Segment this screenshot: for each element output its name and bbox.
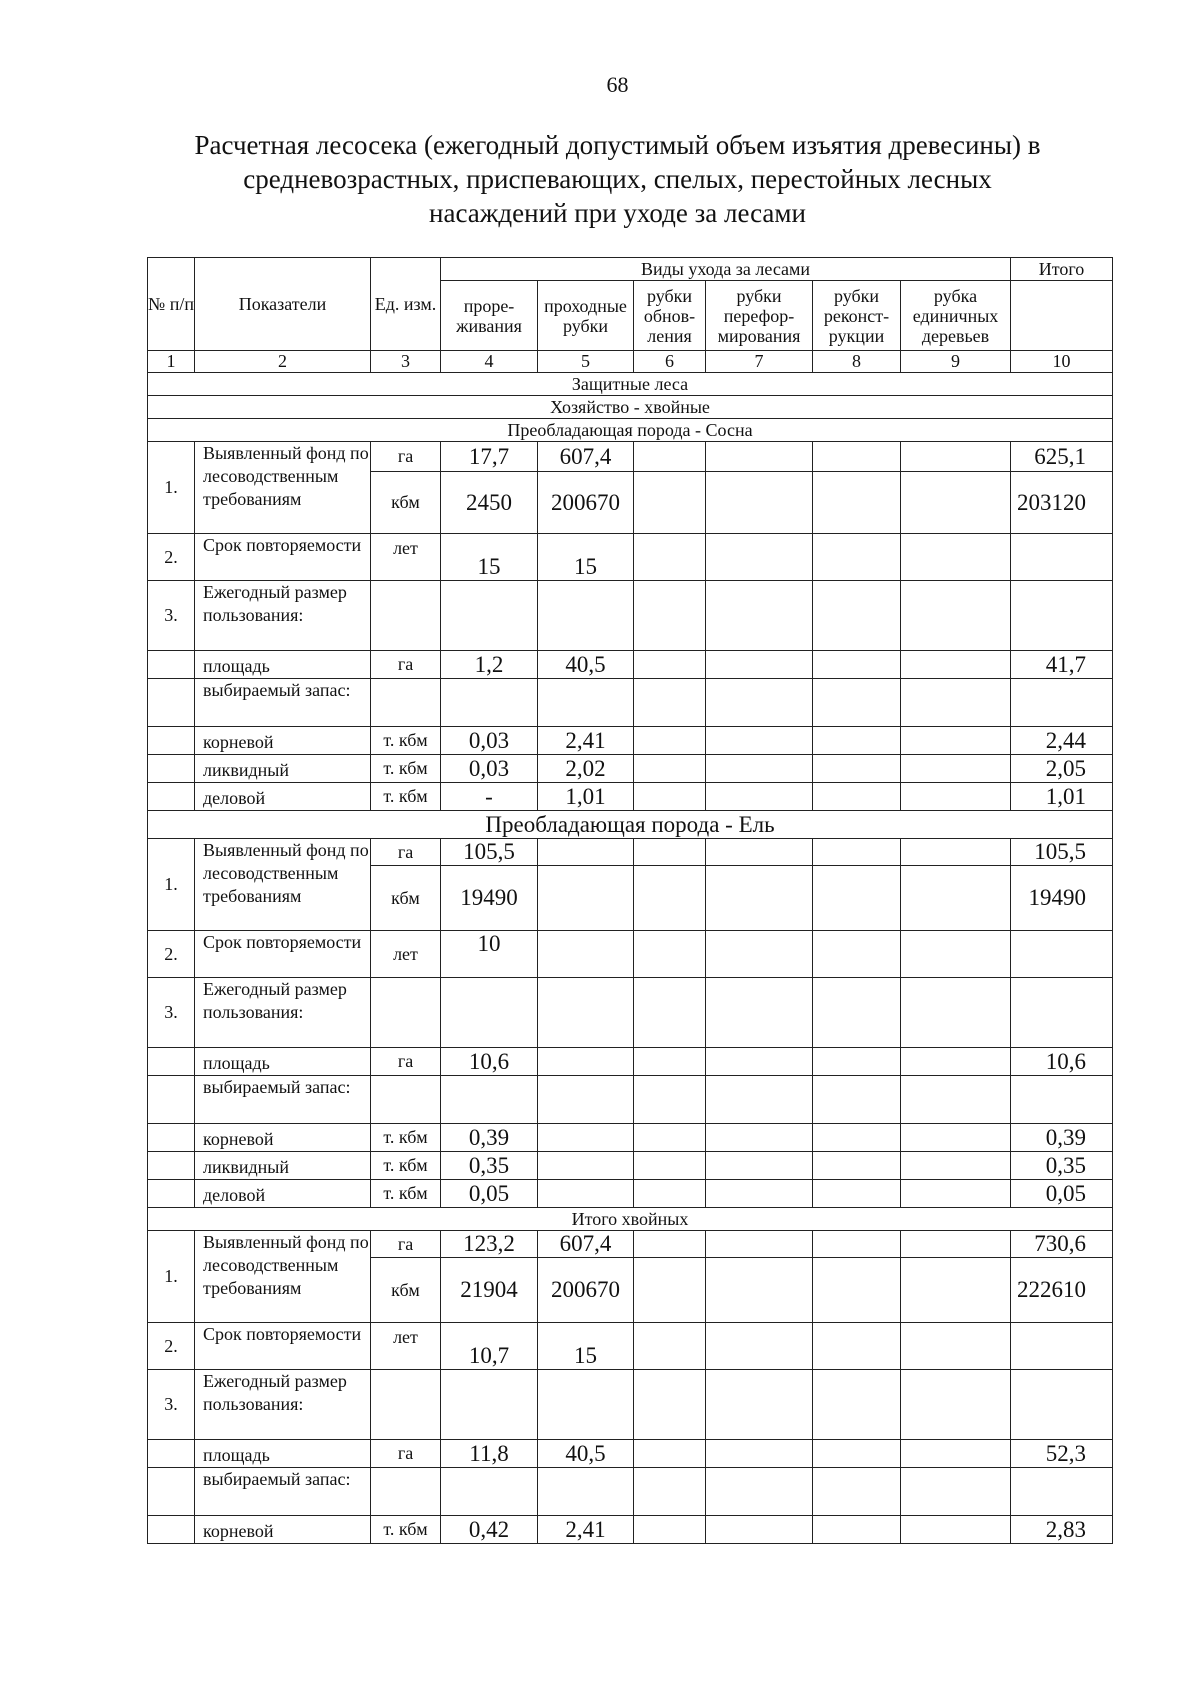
row-number: 1. bbox=[148, 839, 195, 931]
row-number: 3. bbox=[148, 1370, 195, 1440]
header-reformation-cutting: рубки перефор-мирования bbox=[706, 281, 813, 351]
value-cell: 21904 bbox=[441, 1258, 538, 1323]
section-protective-forests: Защитные леса bbox=[148, 373, 1113, 396]
header-thinning: проре-живания bbox=[441, 281, 538, 351]
value-cell: - bbox=[441, 783, 538, 811]
value-cell: 15 bbox=[538, 534, 634, 581]
unit-tkbm: т. кбм bbox=[371, 755, 441, 783]
column-number: 9 bbox=[901, 351, 1011, 373]
document-title bbox=[150, 128, 1085, 230]
unit-ha: га bbox=[371, 651, 441, 679]
total-cell: 1,01 bbox=[1011, 783, 1113, 811]
label-period: Срок повторяемости bbox=[195, 1323, 371, 1370]
total-cell: 10,6 bbox=[1011, 1048, 1113, 1076]
total-cell: 19490 bbox=[1011, 866, 1113, 931]
total-cell: 0,05 bbox=[1011, 1180, 1113, 1208]
value-cell: 0,39 bbox=[441, 1124, 538, 1152]
column-number: 1 bbox=[148, 351, 195, 373]
unit-tkbm: т. кбм bbox=[371, 1152, 441, 1180]
value-cell: 10,6 bbox=[441, 1048, 538, 1076]
label-annual: Ежегодный размер пользования: bbox=[195, 1370, 371, 1440]
label-fund: Выявленный фонд по лесоводственным требованиям bbox=[195, 1231, 371, 1323]
value-cell: 15 bbox=[538, 1323, 634, 1370]
column-number: 2 bbox=[195, 351, 371, 373]
section-spruce: Преобладающая порода - Ель bbox=[148, 811, 1113, 839]
label-commercial: деловой bbox=[195, 1180, 371, 1208]
label-annual: Ежегодный размер пользования: bbox=[195, 581, 371, 651]
header-care-types: Виды ухода за лесами bbox=[441, 258, 1011, 281]
value-cell: 2450 bbox=[441, 472, 538, 534]
header-passage-cutting: проходные рубки bbox=[538, 281, 634, 351]
label-area: площадь bbox=[195, 1048, 371, 1076]
row-number: 1. bbox=[148, 1231, 195, 1323]
total-cell: 730,6 bbox=[1011, 1231, 1113, 1258]
row-number: 1. bbox=[148, 442, 195, 534]
total-cell: 625,1 bbox=[1011, 442, 1113, 472]
row-number: 2. bbox=[148, 931, 195, 978]
value-cell: 105,5 bbox=[441, 839, 538, 866]
total-cell: 0,39 bbox=[1011, 1124, 1113, 1152]
unit-tkbm: т. кбм bbox=[371, 1516, 441, 1544]
value-cell: 1,2 bbox=[441, 651, 538, 679]
header-total-blank bbox=[1011, 281, 1113, 351]
header-no: № п/п bbox=[148, 258, 195, 351]
value-cell: 10,7 bbox=[441, 1323, 538, 1370]
column-number: 4 bbox=[441, 351, 538, 373]
row-number: 3. bbox=[148, 978, 195, 1048]
total-cell: 2,44 bbox=[1011, 727, 1113, 755]
unit-years: лет bbox=[371, 931, 441, 978]
row-number: 3. bbox=[148, 581, 195, 651]
unit-kbm: кбм bbox=[371, 866, 441, 931]
section-total-conifers: Итого хвойных bbox=[148, 1208, 1113, 1231]
value-cell: 11,8 bbox=[441, 1440, 538, 1468]
value-cell: 15 bbox=[441, 534, 538, 581]
header-renewal-cutting: рубки обнов-ления bbox=[634, 281, 706, 351]
header-reconstruction-cutting: рубки реконст-рукции bbox=[813, 281, 901, 351]
value-cell: 40,5 bbox=[538, 651, 634, 679]
total-cell: 0,35 bbox=[1011, 1152, 1113, 1180]
label-stock: выбираемый запас: bbox=[195, 1468, 371, 1516]
unit-ha: га bbox=[371, 1048, 441, 1076]
unit-ha: га bbox=[371, 1440, 441, 1468]
value-cell: 2,41 bbox=[538, 727, 634, 755]
unit-tkbm: т. кбм bbox=[371, 783, 441, 811]
unit-ha: га bbox=[371, 442, 441, 472]
section-pine: Преобладающая порода - Сосна bbox=[148, 419, 1113, 442]
total-cell: 203120 bbox=[1011, 472, 1113, 534]
value-cell: 607,4 bbox=[538, 442, 634, 472]
column-number: 3 bbox=[371, 351, 441, 373]
label-fund: Выявленный фонд по лесоводственным требованиям bbox=[195, 442, 371, 534]
header-indicators: Показатели bbox=[195, 258, 371, 351]
label-liquid: ликвидный bbox=[195, 755, 371, 783]
title-line: Расчетная лесосека (ежегодный допустимый объем изъятия древесины) в bbox=[194, 130, 1041, 160]
value-cell: 0,42 bbox=[441, 1516, 538, 1544]
label-root: корневой bbox=[195, 1516, 371, 1544]
value-cell: 2,41 bbox=[538, 1516, 634, 1544]
label-root: корневой bbox=[195, 1124, 371, 1152]
value-cell: 17,7 bbox=[441, 442, 538, 472]
value-cell: 200670 bbox=[538, 472, 634, 534]
value-cell: 1,01 bbox=[538, 783, 634, 811]
label-period: Срок повторяемости bbox=[195, 931, 371, 978]
unit-years: лет bbox=[371, 534, 441, 581]
value-cell: 0,03 bbox=[441, 755, 538, 783]
total-cell: 52,3 bbox=[1011, 1440, 1113, 1468]
header-single-tree-cutting: рубка единичных деревьев bbox=[901, 281, 1011, 351]
label-area: площадь bbox=[195, 651, 371, 679]
value-cell: 10 bbox=[441, 931, 538, 978]
label-annual: Ежегодный размер пользования: bbox=[195, 978, 371, 1048]
label-root: корневой bbox=[195, 727, 371, 755]
row-number: 2. bbox=[148, 1323, 195, 1370]
unit-tkbm: т. кбм bbox=[371, 1180, 441, 1208]
label-stock: выбираемый запас: bbox=[195, 679, 371, 727]
label-period: Срок повторяемости bbox=[195, 534, 371, 581]
column-number: 8 bbox=[813, 351, 901, 373]
value-cell: 0,35 bbox=[441, 1152, 538, 1180]
value-cell: 2,02 bbox=[538, 755, 634, 783]
unit-kbm: кбм bbox=[371, 1258, 441, 1323]
title-line: средневозрастных, приспевающих, спелых, перестойных лесных bbox=[243, 164, 992, 194]
total-cell: 2,83 bbox=[1011, 1516, 1113, 1544]
total-cell: 105,5 bbox=[1011, 839, 1113, 866]
column-number: 7 bbox=[706, 351, 813, 373]
value-cell: 607,4 bbox=[538, 1231, 634, 1258]
value-cell: 40,5 bbox=[538, 1440, 634, 1468]
total-cell: 2,05 bbox=[1011, 755, 1113, 783]
label-commercial: деловой bbox=[195, 783, 371, 811]
column-number: 5 bbox=[538, 351, 634, 373]
label-fund: Выявленный фонд по лесоводственным требованиям bbox=[195, 839, 371, 931]
allowable-cut-table bbox=[147, 257, 1113, 1544]
total-cell: 222610 bbox=[1011, 1258, 1113, 1323]
title-line: насаждений при уходе за лесами bbox=[429, 198, 806, 228]
value-cell: 200670 bbox=[538, 1258, 634, 1323]
row-number: 2. bbox=[148, 534, 195, 581]
page-number: 68 bbox=[606, 72, 629, 97]
header-total: Итого bbox=[1011, 258, 1113, 281]
total-cell: 41,7 bbox=[1011, 651, 1113, 679]
unit-tkbm: т. кбм bbox=[371, 727, 441, 755]
unit-ha: га bbox=[371, 839, 441, 866]
label-area: площадь bbox=[195, 1440, 371, 1468]
value-cell: 0,03 bbox=[441, 727, 538, 755]
label-stock: выбираемый запас: bbox=[195, 1076, 371, 1124]
unit-kbm: кбм bbox=[371, 472, 441, 534]
column-number: 10 bbox=[1011, 351, 1113, 373]
value-cell: 0,05 bbox=[441, 1180, 538, 1208]
column-number: 6 bbox=[634, 351, 706, 373]
value-cell: 19490 bbox=[441, 866, 538, 931]
section-conifer-economy: Хозяйство - хвойные bbox=[148, 396, 1113, 419]
value-cell: 123,2 bbox=[441, 1231, 538, 1258]
unit-tkbm: т. кбм bbox=[371, 1124, 441, 1152]
unit-ha: га bbox=[371, 1231, 441, 1258]
unit-years: лет bbox=[371, 1323, 441, 1370]
header-unit: Ед. изм. bbox=[371, 258, 441, 351]
label-liquid: ликвидный bbox=[195, 1152, 371, 1180]
